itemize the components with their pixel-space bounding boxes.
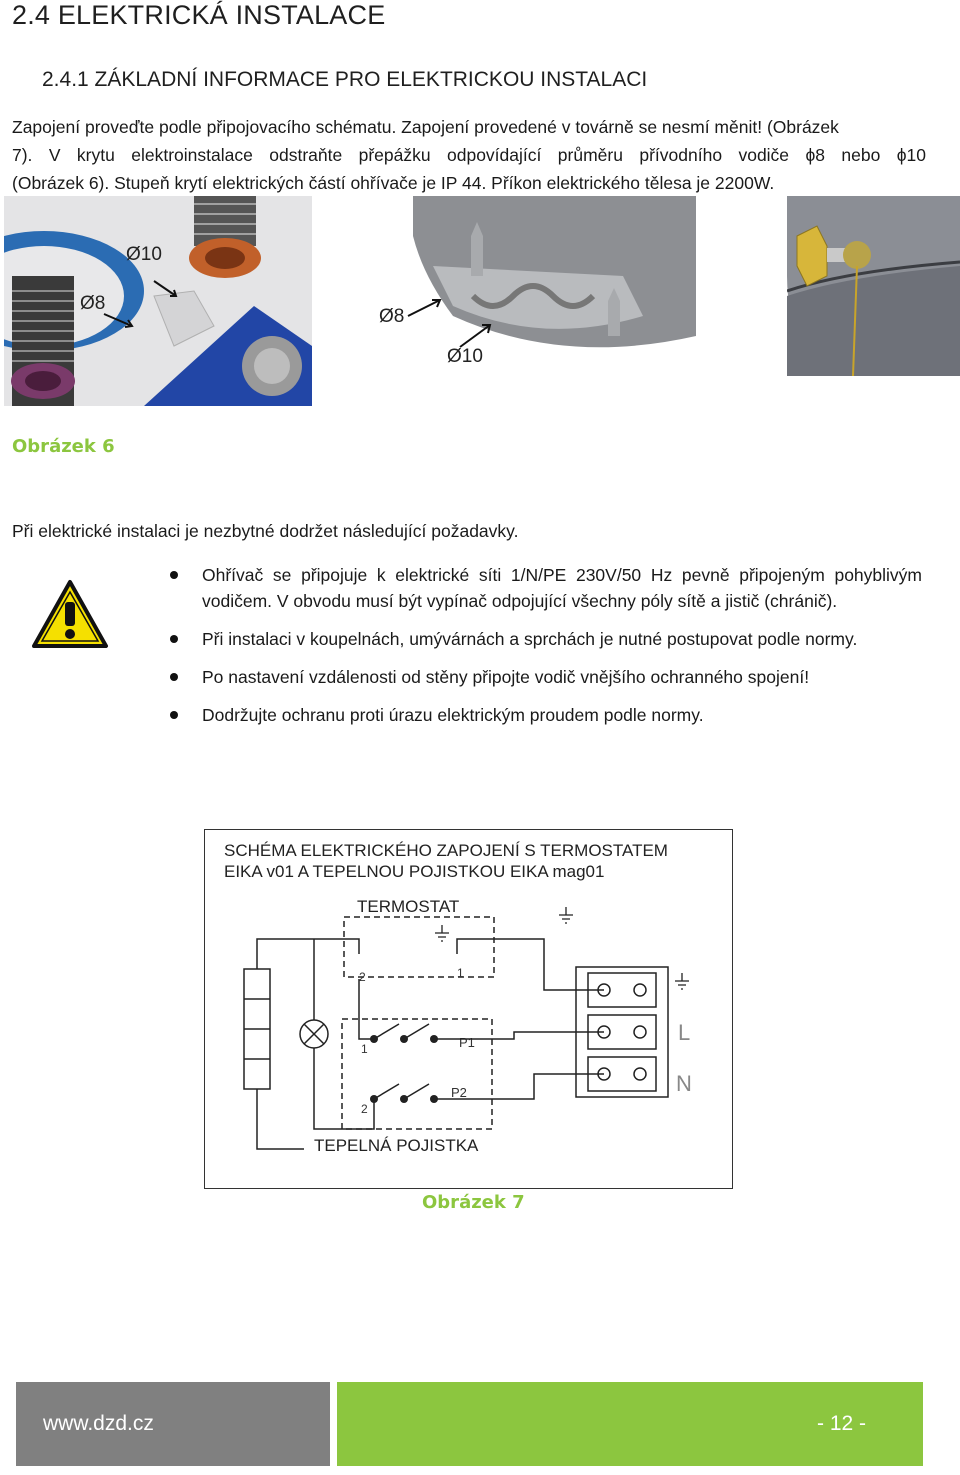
footer-page-number: - 12 - (817, 1412, 867, 1435)
intro-paragraph (12, 113, 926, 197)
intro-line-3: (Obrázek 6). Stupeň krytí elektrických částí ohřívače je IP 44. Příkon elektrického tělesa je 2200W. (12, 173, 775, 193)
warning-triangle-icon (31, 578, 109, 650)
threaded-pipe-right (189, 196, 261, 278)
pin-2a: 2 (359, 970, 366, 984)
label-d8-middle: Ø8 (379, 306, 405, 327)
label-d10-middle: Ø10 (447, 346, 483, 367)
label-d8-left: Ø8 (80, 293, 106, 314)
pin-1b: 1 (361, 1042, 368, 1056)
pin-1a: 1 (457, 966, 464, 980)
terminal-N-label: N (676, 1071, 692, 1096)
footer-website-link[interactable]: www.dzd.cz (43, 1412, 154, 1435)
intro-line-1: Zapojení proveďte podle připojovacího schématu. Zapojení provedené v továrně se nesmí měnit! (Obrázek (12, 117, 839, 137)
list-item: Při instalaci v koupelnách, umývárnách a sprchách je nutné postupovat podle normy. (166, 626, 922, 652)
subsection-heading: 2.4.1 ZÁKLADNÍ INFORMACE PRO ELEKTRICKOU INSTALACI (42, 68, 648, 91)
requirements-list (166, 562, 922, 740)
figure6-photo-right (787, 196, 960, 376)
list-item: Ohřívač se připojuje k elektrické síti 1/N/PE 230V/50 Hz pevně připojeným pohyblivým vodičem. V obvodu musí být vypínač odpojující všechny póly sítě a jistič (chránič). (166, 562, 922, 614)
list-item: Dodržujte ochranu proti úrazu elektrickým proudem podle normy. (166, 702, 922, 728)
p2-label: P2 (451, 1085, 467, 1100)
label-d10-left: Ø10 (126, 244, 162, 265)
terminal-L-label: L (678, 1020, 691, 1045)
diagram-title-line2: EIKA v01 A TEPELNOU POJISTKOU EIKA mag01 (224, 862, 605, 881)
intro-line-2: 7). V krytu elektroinstalace odstraňte přepážku odpovídající průměru přívodního vodiče ϕ8 nebo ϕ10 (12, 145, 926, 165)
thermostat-label: TERMOSTAT (357, 897, 460, 916)
pin-2b: 2 (361, 1102, 368, 1116)
fuse-label: TEPELNÁ POJISTKA (314, 1136, 479, 1155)
list-item: Po nastavení vzdálenosti od stěny připojte vodič vnějšího ochranného spojení! (166, 664, 922, 690)
diagram-title-line1: SCHÉMA ELEKTRICKÉHO ZAPOJENÍ S TERMOSTATEM (224, 841, 668, 860)
footer-left-bar (16, 1382, 330, 1466)
threaded-pipe-left (11, 276, 75, 406)
requirements-intro: Při elektrické instalaci je nezbytné dodržet následující požadavky. (12, 521, 519, 541)
wiring-diagram (204, 829, 733, 1189)
figure6-photo-left (4, 196, 312, 406)
figure6-caption: Obrázek 6 (12, 436, 115, 457)
section-heading: 2.4 ELEKTRICKÁ INSTALACE (12, 0, 386, 30)
footer-right-bar (337, 1382, 923, 1466)
arrow-d8-middle (404, 296, 444, 320)
p1-label: P1 (459, 1035, 475, 1050)
figure7-caption: Obrázek 7 (422, 1192, 525, 1213)
